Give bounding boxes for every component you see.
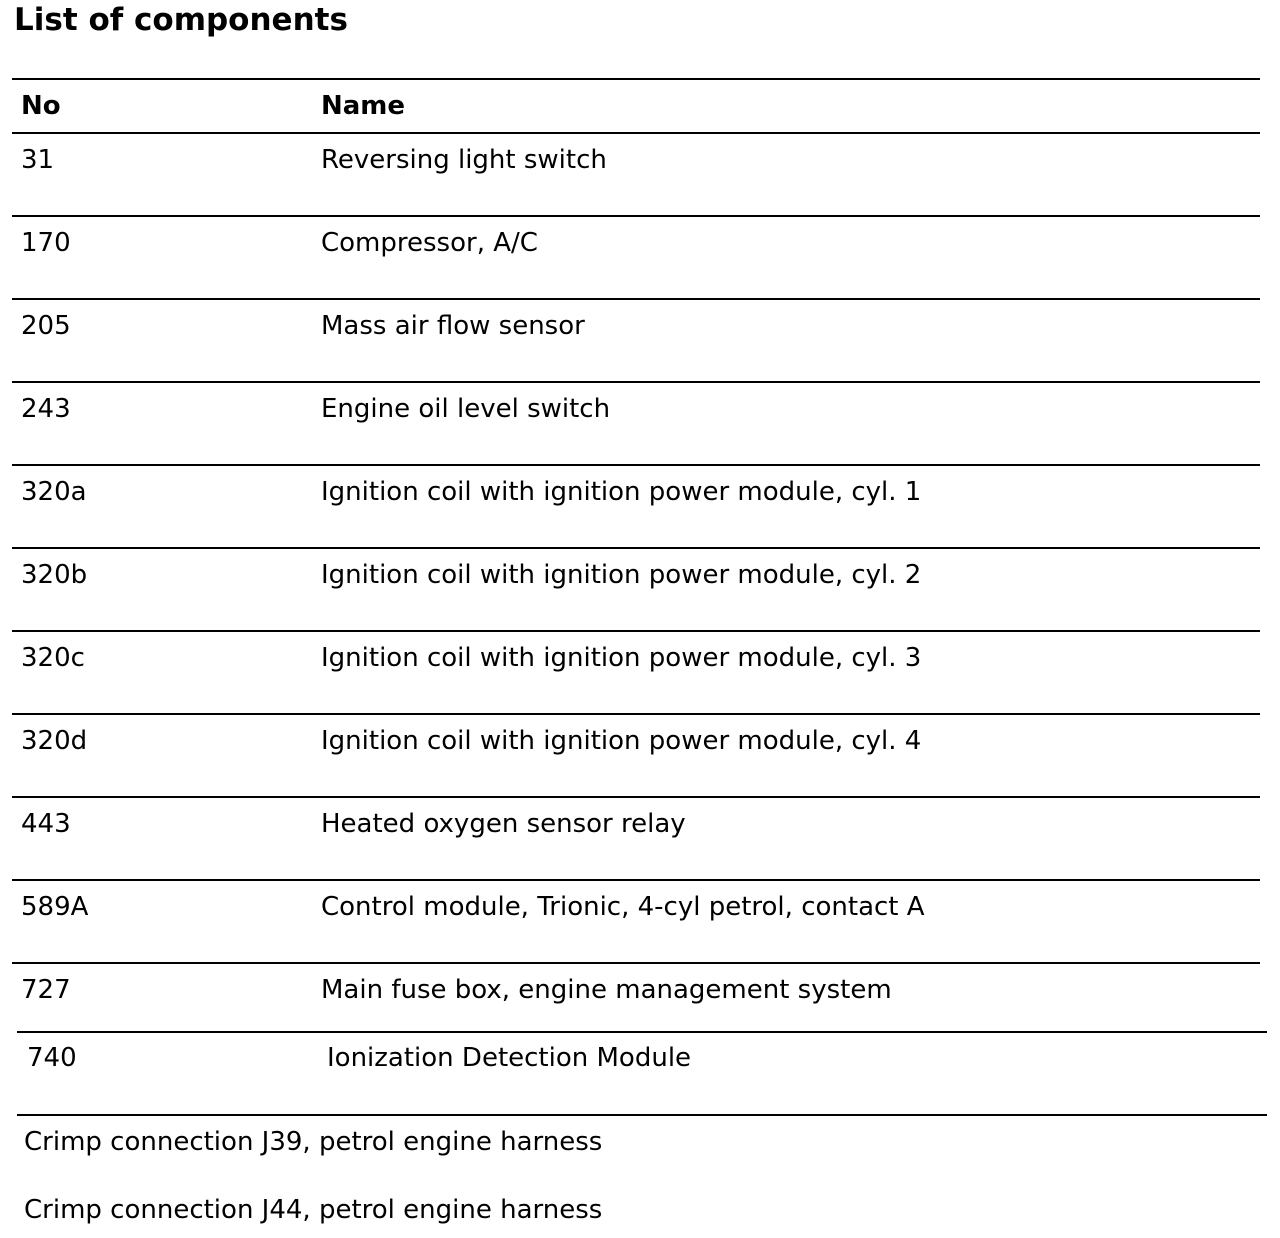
table-row (12, 715, 1260, 796)
table-row (12, 881, 1260, 962)
page-title: List of components (14, 2, 348, 38)
component-number: 320c (21, 643, 85, 673)
table-row (12, 134, 1260, 215)
component-number: 170 (21, 228, 71, 258)
component-name: Compressor, A/C (321, 228, 538, 258)
table-row (12, 798, 1260, 879)
component-name: Ignition coil with ignition power module, cyl. 3 (321, 643, 922, 673)
table-row (12, 466, 1260, 547)
component-name: Reversing light switch (321, 145, 607, 175)
component-name: Ignition coil with ignition power module, cyl. 2 (321, 560, 922, 590)
component-number: 740 (27, 1043, 77, 1073)
column-header-name: Name (321, 91, 406, 121)
component-name: Ionization Detection Module (327, 1043, 692, 1073)
table-row (12, 300, 1260, 381)
component-name: Heated oxygen sensor relay (321, 809, 686, 839)
table-row (12, 549, 1260, 630)
components-table (12, 78, 1260, 1034)
crimp-connection-note: Crimp connection J39, petrol engine harness (24, 1127, 603, 1157)
component-number: 320b (21, 560, 88, 590)
component-name: Mass air flow sensor (321, 311, 585, 341)
component-number: 443 (21, 809, 71, 839)
component-number: 727 (21, 975, 71, 1005)
table-row (12, 964, 1260, 1034)
component-number: 243 (21, 394, 71, 424)
column-header-no: No (21, 91, 61, 121)
component-number: 320a (21, 477, 87, 507)
component-number: 31 (21, 145, 55, 175)
component-number: 589A (21, 892, 89, 922)
table-row (12, 383, 1260, 464)
component-name: Ignition coil with ignition power module, cyl. 4 (321, 726, 922, 756)
table-row (12, 217, 1260, 298)
component-name: Main fuse box, engine management system (321, 975, 892, 1005)
crimp-connection-note: Crimp connection J44, petrol engine harness (24, 1195, 603, 1225)
component-number: 205 (21, 311, 71, 341)
table-header-row (12, 80, 1260, 132)
component-name: Engine oil level switch (321, 394, 611, 424)
table-row (12, 632, 1260, 713)
component-name: Ignition coil with ignition power module, cyl. 1 (321, 477, 922, 507)
component-number: 320d (21, 726, 88, 756)
component-name: Control module, Trionic, 4-cyl petrol, contact A (321, 892, 925, 922)
table-row (17, 1032, 1267, 1115)
